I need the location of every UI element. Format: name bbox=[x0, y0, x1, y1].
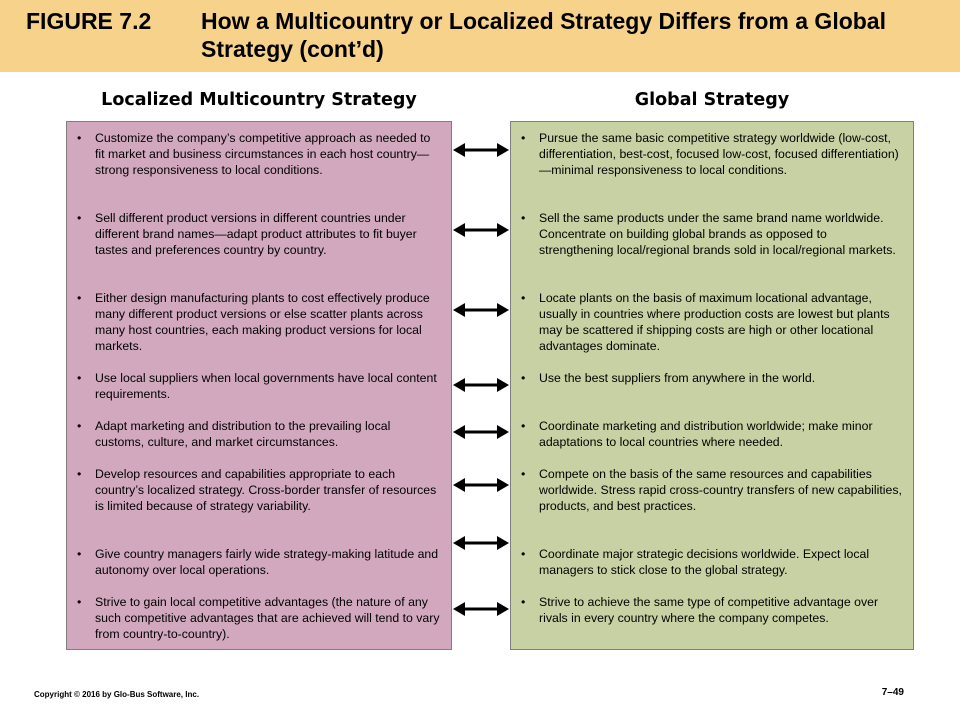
bullet-marker: • bbox=[77, 547, 82, 561]
double-arrow-icon bbox=[453, 302, 509, 318]
bullet-marker: • bbox=[521, 131, 526, 145]
double-arrow-icon bbox=[453, 424, 509, 440]
title-band bbox=[0, 0, 960, 72]
bullet-marker: • bbox=[521, 291, 526, 305]
copyright-notice: Copyright © 2016 by Glo-Bus Software, Inc. bbox=[34, 690, 200, 699]
local-bullet-text: Either design manufacturing plants to cost effectively produce many different product versions or else scatter plants across many host countries, each making product versions for local markets. bbox=[95, 291, 430, 353]
page-number: 7–49 bbox=[881, 687, 904, 698]
global-strategy-panel bbox=[510, 121, 914, 650]
global-bullet-text: Coordinate marketing and distribution worldwide; make minor adaptations to local countries where needed. bbox=[539, 419, 873, 449]
global-bullet-5 bbox=[519, 418, 903, 450]
double-arrow-icon bbox=[453, 535, 509, 551]
local-bullet-8 bbox=[75, 594, 441, 642]
global-bullet-1 bbox=[519, 130, 903, 178]
localized-strategy-panel bbox=[66, 121, 452, 650]
global-bullet-2 bbox=[519, 210, 903, 258]
figure-label: FIGURE 7.2 bbox=[26, 8, 152, 34]
global-bullet-7 bbox=[519, 546, 903, 578]
local-bullet-text: Sell different product versions in different countries under different brand names—adapt product attributes to fit buyer tastes and preferences country by country. bbox=[95, 211, 417, 257]
double-arrow-icon bbox=[453, 377, 509, 393]
global-bullet-6 bbox=[519, 466, 903, 514]
localized-strategy-heading: Localized Multicountry Strategy bbox=[101, 90, 417, 110]
global-bullet-text: Sell the same products under the same brand name worldwide. Concentrate on building global brands as opposed to strengthening local/regional brands sold in local/regional markets. bbox=[539, 211, 896, 257]
double-arrow-icon bbox=[453, 222, 509, 238]
global-bullet-text: Coordinate major strategic decisions worldwide. Expect local managers to stick close to the global strategy. bbox=[539, 547, 870, 577]
bullet-marker: • bbox=[521, 211, 526, 225]
local-bullet-5 bbox=[75, 418, 441, 450]
bullet-marker: • bbox=[521, 419, 526, 433]
local-bullet-text: Develop resources and capabilities appropriate to each country’s localized strategy. Cross-border transfer of resources is limited because of strategy variability. bbox=[95, 467, 437, 513]
double-arrow-icon bbox=[453, 142, 509, 158]
bullet-marker: • bbox=[77, 211, 82, 225]
global-bullet-8 bbox=[519, 594, 903, 626]
global-bullet-3 bbox=[519, 290, 903, 354]
local-bullet-text: Strive to gain local competitive advantages (the nature of any such competitive advantages that are achieved will tend to vary from country-to-country). bbox=[95, 595, 440, 641]
bullet-marker: • bbox=[77, 131, 82, 145]
local-bullet-6 bbox=[75, 466, 441, 514]
bullet-marker: • bbox=[521, 547, 526, 561]
bullet-marker: • bbox=[77, 467, 82, 481]
global-bullet-text: Pursue the same basic competitive strategy worldwide (low-cost, differentiation, best-cost, focused low-cost, focused differentiation)—minimal responsiveness to local conditions. bbox=[539, 131, 899, 177]
local-bullet-2 bbox=[75, 210, 441, 258]
bullet-marker: • bbox=[521, 467, 526, 481]
bullet-marker: • bbox=[77, 371, 82, 385]
bullet-marker: • bbox=[77, 595, 82, 609]
double-arrow-icon bbox=[453, 601, 509, 617]
global-bullet-text: Locate plants on the basis of maximum locational advantage, usually in countries where production costs are lowest but plants may be scattered if shipping costs are high or other locational advantages dominate. bbox=[539, 291, 890, 353]
local-bullet-text: Adapt marketing and distribution to the prevailing local customs, culture, and market circumstances. bbox=[95, 419, 391, 449]
local-bullet-7 bbox=[75, 546, 441, 578]
local-bullet-text: Use local suppliers when local governments have local content requirements. bbox=[95, 371, 437, 401]
local-bullet-1 bbox=[75, 130, 441, 178]
local-bullet-3 bbox=[75, 290, 441, 354]
double-arrow-icon bbox=[453, 477, 509, 493]
global-strategy-heading: Global Strategy bbox=[634, 90, 790, 110]
local-bullet-text: Give country managers fairly wide strategy-making latitude and autonomy over local operations. bbox=[95, 547, 439, 577]
local-bullet-text: Customize the company’s competitive approach as needed to fit market and business circumstances in each host country—strong responsiveness to local conditions. bbox=[95, 131, 431, 177]
global-bullet-text: Compete on the basis of the same resources and capabilities worldwide. Stress rapid cross-country transfers of new capabilities, products, and best practices. bbox=[539, 467, 902, 513]
global-bullet-text: Use the best suppliers from anywhere in the world. bbox=[539, 371, 816, 385]
global-bullet-text: Strive to achieve the same type of competitive advantage over rivals in every country where the company competes. bbox=[539, 595, 879, 625]
figure-title: How a Multicountry or Localized Strategy Differs from a Global Strategy (cont’d) bbox=[201, 8, 886, 62]
local-bullet-4 bbox=[75, 370, 441, 402]
global-bullet-4 bbox=[519, 370, 903, 386]
bullet-marker: • bbox=[521, 595, 526, 609]
bullet-marker: • bbox=[77, 291, 82, 305]
bullet-marker: • bbox=[521, 371, 526, 385]
bullet-marker: • bbox=[77, 419, 82, 433]
